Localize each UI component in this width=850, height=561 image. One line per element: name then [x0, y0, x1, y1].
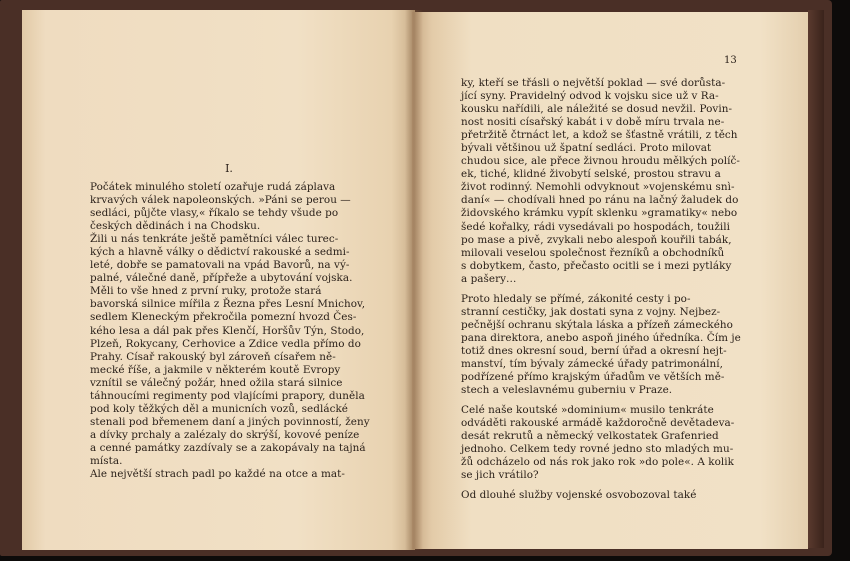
text-line: místa.: [90, 454, 123, 467]
text-line: daní« — chodívali hned po ránu na lačný žaludek do: [461, 194, 739, 207]
paragraph-gap: [461, 482, 745, 489]
text-line: táhnoucími regimenty pod vlajícími prapory, duněla: [90, 389, 365, 402]
paragraph-gap: [461, 397, 745, 404]
text-line: šedé kořalky, rádi vysedávali po hospodách, toužili: [461, 220, 731, 233]
text-line: Počátek minulého století ozařuje rudá záplava: [90, 181, 336, 193]
text-line: ky, kteří se třásli o největší poklad — své dorůsta-: [461, 77, 726, 89]
text-line: a cenné památky zazdívaly se a zakopávaly na tajná: [90, 441, 366, 454]
text-line: mecké říše, a jakmile v některém koutě Evropy: [90, 363, 341, 376]
book-gutter: [405, 10, 423, 550]
page-number: 13: [724, 55, 737, 66]
text-line: stranní cestičky, jak dostati syna z vojny. Nejbez-: [461, 305, 721, 318]
right-page-text: [461, 77, 745, 502]
text-line: Prahy. Císař rakouský byl zároveň císařem ně-: [90, 350, 336, 363]
text-line: odváděti rakouské armádě každoročně devětadeva-: [461, 417, 735, 430]
text-line: sedláci, půjčte vlasy,« říkalo se tehdy všude po: [90, 207, 339, 220]
text-line: kousku nařídili, ale náležité se dosud nevžil. Povin-: [461, 103, 733, 116]
text-line: totiž dnes okresní soud, berní úřad a okresní hejt-: [461, 344, 727, 357]
text-line: desát rekrutů a německý velkostatek Grafenried: [461, 430, 719, 443]
text-line: kých a hlavně války o dědictví rakouské a sedmi-: [90, 246, 350, 259]
text-line: leté, dobře se pamatovali na vpád Bavorů, na vý-: [90, 259, 350, 272]
text-line: krvavých válek napoleonských. »Páni se perou —: [90, 194, 351, 207]
text-line: židovského krámku vypít sklenku »gramatiky« nebo: [461, 207, 738, 220]
text-line: žů odcházelo od nás rok jako rok »do pole«. A kolik: [461, 456, 734, 469]
text-line: jednoho. Celkem tedy rovné jedno sto mladých mu-: [461, 443, 734, 456]
text-line: vznítil se válečný požár, hned ožila stará silnice: [90, 376, 343, 389]
text-line: Ale největší strach padl po každé na otce a mat-: [90, 468, 345, 481]
text-line: bývali většinou už špatní sedláci. Proto milovat: [461, 142, 712, 155]
text-line: pana direktora, anebo aspoň jiného úředníka. Čím je: [461, 331, 741, 344]
paragraph-gap: [461, 286, 745, 293]
text-line: ek, tiché, klidné živobytí selské, prostou stravu a: [461, 168, 721, 181]
text-line: a pašery…: [461, 272, 517, 285]
text-line: palné, válečné daně, přípřeže a ubytování vojska.: [90, 272, 353, 285]
text-line: stech a veleslavnému guberniu v Praze.: [461, 384, 673, 397]
chapter-heading: I.: [225, 162, 233, 175]
text-line: s dobytkem, často, přečasto ocitli se i mezi pytláky: [461, 259, 732, 272]
text-line: a dívky prchaly a zalézaly do skrýší, kovové peníze: [90, 428, 360, 441]
text-line: pečnější ochranu skýtala láska a přízeň zámeckého: [461, 318, 733, 331]
text-line: bavorská silnice mířila z Řezna přes Lesní Mnichov,: [90, 298, 366, 311]
text-line: jící syny. Pravidelný odvod k vojsku sice už v Ra-: [461, 90, 719, 103]
text-line: podřízené přímo krajským úřadům ve větších mě-: [461, 371, 725, 384]
text-line: manství, tím bývaly zámecké úřady patrimonální,: [461, 357, 723, 370]
text-line: život rodinný. Nemohli odvyknout »vojenskému snì-: [461, 181, 735, 194]
text-line: Žili u nás tenkráte ještě pamětníci válec turec-: [90, 233, 339, 246]
text-line: chudou sice, ale přece živnou hroudu mělkých políč-: [461, 155, 740, 168]
text-line: Plzeň, Rokycany, Cerhovice a Zdice vedla přímo do: [90, 337, 361, 350]
text-line: Proto hledaly se přímé, zákonité cesty i po-: [461, 292, 691, 305]
left-page-text: [90, 181, 380, 481]
book-cover-edge: [808, 10, 824, 548]
text-line: po mase a pivě, zvykali nebo alespoň kouřili tabák,: [461, 233, 732, 246]
text-line: sedlem Kleneckým překročila pomezní hvozd Čes-: [90, 311, 357, 324]
text-line: nost nositi císařský kabát i v době míru trvala ne-: [461, 116, 725, 129]
text-line: Celé naše koutské »dominium« musilo tenkráte: [461, 404, 714, 417]
text-line: stenali pod břemenem daní a jiných povinností, ženy: [90, 415, 370, 428]
text-line: Od dlouhé služby vojenské osvobozoval také: [461, 489, 697, 502]
text-line: milovali veselou společnost řezníků a obchodníků: [461, 246, 725, 259]
text-line: českých dědinách i na Chodsku.: [90, 220, 261, 233]
text-line: kého lesa a dál pak přes Klenčí, Horšův Týn, Stodo,: [90, 324, 365, 337]
text-line: Měli to vše hned z první ruky, protože stará: [90, 285, 322, 298]
text-line: se jich vrátilo?: [461, 469, 539, 482]
text-line: přetržitě čtrnáct let, a kdož se šťastně vrátili, z těch: [461, 129, 738, 142]
text-line: pod koly těžkých děl a municních vozů, sedlácké: [90, 402, 348, 415]
